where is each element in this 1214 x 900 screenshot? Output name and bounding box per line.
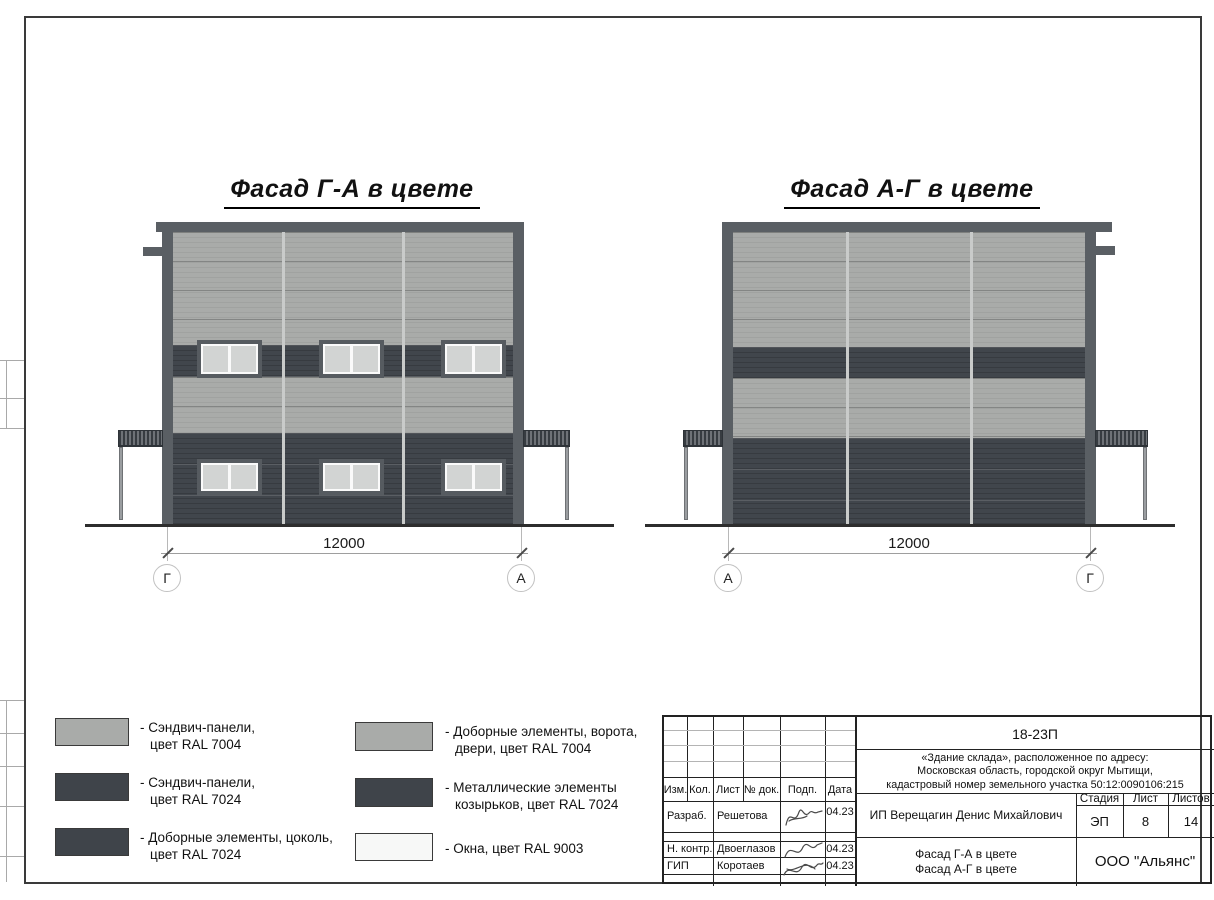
title-block: [662, 715, 1212, 884]
legend-swatch-ral7004: [55, 718, 129, 746]
panel-band-light: [162, 377, 524, 433]
legend-swatch-ral7024: [55, 773, 129, 801]
window: [319, 459, 384, 495]
axis-label: Г: [1086, 570, 1094, 586]
row-date: 04.23: [826, 859, 854, 872]
canopy-left: [118, 430, 163, 447]
canopy-post: [684, 447, 688, 520]
col-header-list: Лист: [716, 783, 740, 796]
row-role: ГИП: [667, 860, 689, 872]
roof-edge-bar: [156, 222, 524, 232]
legend-label: - Сэндвич-панели, цвет RAL 7004: [140, 720, 255, 752]
legend-swatch-gates-ral7004: [355, 722, 433, 751]
project-code: 18-23П: [1012, 726, 1058, 742]
dimension-value: 12000: [323, 535, 365, 552]
panel-joint: [846, 232, 849, 525]
legend-swatch-plinth-ral7024: [55, 828, 129, 856]
extension-line: [728, 527, 729, 561]
facade-wall: [722, 232, 1096, 525]
facade-ag-drawing: [645, 222, 1180, 594]
sheet-label: Лист: [1133, 793, 1158, 805]
row-date: 04.23: [826, 843, 854, 855]
panel-band-light: [722, 378, 1096, 438]
legend-swatch-canopy-ral7024: [355, 778, 433, 807]
panel-joint: [282, 232, 285, 525]
stage-label: Стадия: [1079, 793, 1120, 805]
axis-bubble: [714, 564, 742, 592]
extension-line: [1090, 527, 1091, 561]
sheets-label: Листов: [1172, 793, 1210, 805]
dimension-value: 12000: [888, 535, 930, 552]
roof-edge-bar: [722, 222, 1112, 232]
axis-bubble: [507, 564, 535, 592]
canopy-post: [1143, 447, 1147, 520]
axis-label: А: [723, 570, 733, 586]
legend-swatch-windows-ral9003: [355, 833, 433, 861]
corner-column: [1085, 232, 1096, 525]
col-header-podp: Подп.: [787, 783, 818, 796]
axis-bubble: [1076, 564, 1104, 592]
row-role: Н. контр.: [667, 843, 713, 855]
corner-column: [513, 232, 524, 525]
facade-ga-drawing: [85, 222, 615, 594]
panel-plinth-dark: [722, 438, 1096, 525]
signature-scribble: [781, 803, 824, 831]
signature-scribble: [781, 839, 824, 884]
window: [441, 340, 506, 378]
col-header-data: Дата: [827, 783, 853, 796]
row-name: Решетова: [717, 810, 768, 822]
dimension-line: [722, 553, 1097, 554]
facade-ga-title: Фасад Г-А в цвете: [152, 175, 552, 209]
canopy-right: [1095, 430, 1148, 447]
window: [197, 459, 262, 495]
gutter-stub: [1096, 246, 1115, 255]
row-name: Двоеглазов: [717, 843, 776, 855]
legend-label: - Доборные элементы, цоколь, цвет RAL 7024: [140, 830, 333, 862]
row-name: Коротаев: [717, 860, 765, 872]
canopy-right: [523, 430, 570, 447]
legend-label: - Металлические элементы козырьков, цвет RAL 7024: [445, 780, 619, 812]
panel-band-light: [162, 232, 524, 345]
client-name: ИП Верещагин Денис Михайлович: [869, 808, 1063, 822]
ground-line: [85, 524, 614, 527]
axis-label: А: [516, 570, 526, 586]
stage-value: ЭП: [1090, 813, 1109, 829]
extension-line: [167, 527, 168, 561]
legend-label: - Доборные элементы, ворота, двери, цвет RAL 7004: [445, 724, 638, 756]
window: [319, 340, 384, 378]
ground-line: [645, 524, 1175, 527]
row-date: 04.23: [826, 806, 854, 818]
row-role: Разраб.: [667, 810, 707, 822]
window: [441, 459, 506, 495]
panel-band-dark: [722, 347, 1096, 378]
corner-column: [162, 232, 173, 525]
document-title: Фасад Г-А в цвете Фасад А-Г в цвете: [915, 846, 1017, 876]
col-header-doc: № док.: [743, 783, 780, 796]
axis-bubble: [153, 564, 181, 592]
extension-line: [521, 527, 522, 561]
canopy-left: [683, 430, 723, 447]
dimension-line: [161, 553, 528, 554]
col-header-izm: Изм.: [663, 783, 688, 796]
company-name: ООО "Альянс": [1094, 853, 1196, 870]
sheets-total: 14: [1183, 813, 1199, 829]
col-header-kol: Кол.: [689, 783, 711, 796]
axis-label: Г: [163, 570, 171, 586]
project-address: «Здание склада», расположенное по адресу: Московская область, городской округ Мытищи, кадастровый номер земельного участка 50:12:0090106:215: [886, 751, 1184, 791]
canopy-post: [565, 447, 569, 520]
panel-joint: [402, 232, 405, 525]
canopy-post: [119, 447, 123, 520]
panel-joint: [970, 232, 973, 525]
corner-column: [722, 232, 733, 525]
facade-ag-title: Фасад А-Г в цвете: [712, 175, 1112, 209]
sheet-number: 8: [1141, 813, 1150, 829]
panel-band-light: [722, 232, 1096, 347]
window: [197, 340, 262, 378]
legend-label: - Сэндвич-панели, цвет RAL 7024: [140, 775, 255, 807]
gutter-stub: [143, 247, 162, 256]
legend-label: - Окна, цвет RAL 9003: [445, 841, 584, 856]
